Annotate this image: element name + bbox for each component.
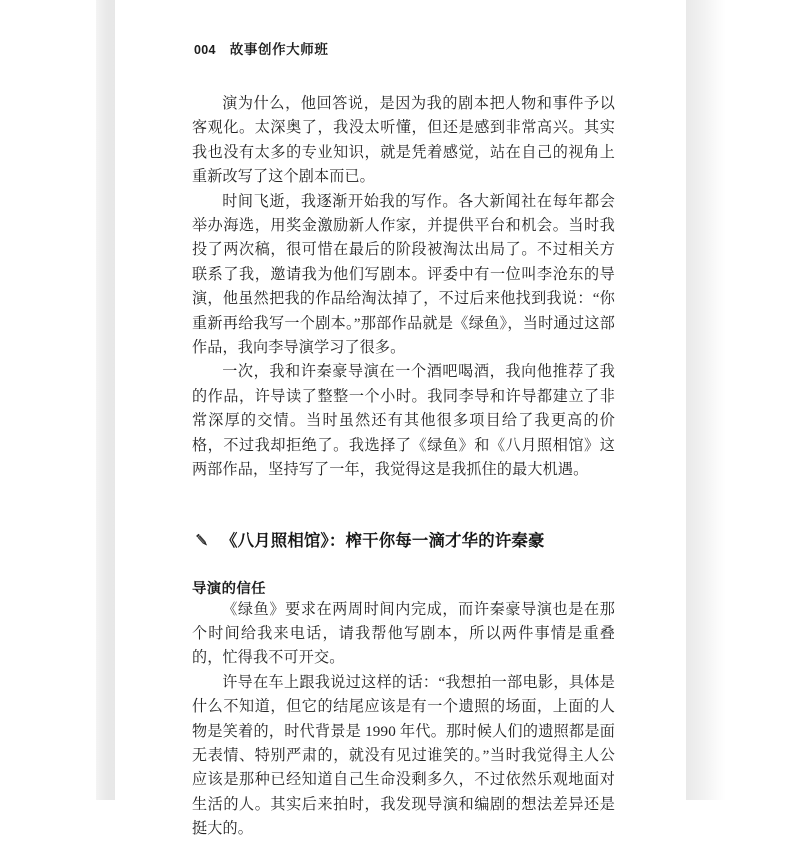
section-heading-text: 《八月照相馆》：榨干你每一滴才华的许秦豪 <box>221 531 545 550</box>
page-binding-shadow-left <box>96 0 115 800</box>
text-column <box>192 92 615 842</box>
body-paragraph: 时间飞逝，我逐渐开始我的写作。各大新闻社在每年都会举办海选，用奖金激励新人作家，并提供平台和机会。当时我投了两次稿，很可惜在最后的阶段被淘汰出局了。不过相关方联系了我，邀请我为他们写剧本。评委中有一位叫李沧东的导演，他虽然把我的作品给淘汰掉了，不过后来他找到我说：“你重新再给我写一个剧本。”那部作品就是《绿鱼》，当时通过这部作品，我向李导演学习了很多。 <box>192 193 615 357</box>
running-head-title: 故事创作大师班 <box>229 42 329 57</box>
subsection-heading: 导演的信任 <box>192 580 266 597</box>
pencil-icon <box>192 530 212 550</box>
page-number: 004 <box>194 43 216 57</box>
section-heading <box>192 527 615 551</box>
body-paragraph: 许导在车上跟我说过这样的话：“我想拍一部电影，具体是什么不知道，但它的结尾应该是有一个遗照的场面，上面的人物是笑着的，时代背景是 1990 年代。那时候人们的遗照都是面无表情、特别严肃的，就没有见过谁笑的。”当时我觉得主人公应该是那种已经知道自己生命没剩多久，不过依然乐观地面对生活的人。其实后来拍时，我发现导演和编剧的想法差异还是挺大的。 <box>192 674 615 838</box>
body-paragraph: 演为什么，他回答说，是因为我的剧本把人物和事件予以客观化。太深奥了，我没太听懂，但还是感到非常高兴。其实我也没有太多的专业知识，就是凭着感觉，站在自己的视角上重新改写了这个剧本而已。 <box>192 96 615 186</box>
running-head <box>194 38 328 58</box>
book-page-sheet <box>115 0 686 838</box>
body-paragraph: 一次，我和许秦豪导演在一个酒吧喝酒，我向他推荐了我的作品，许导读了整整一个小时。我同李导和许导都建立了非常深厚的交情。当时虽然还有其他很多项目给了我更高的价格，不过我却拒绝了。我选择了《绿鱼》和《八月照相馆》这两部作品，坚持写了一年，我觉得这是我抓住的最大机遇。 <box>192 364 615 479</box>
body-paragraph: 《绿鱼》要求在两周时间内完成，而许秦豪导演也是在那个时间给我来电话，请我帮他写剧本，所以两件事情是重叠的，忙得我不可开交。 <box>192 601 615 667</box>
page-edge-shadow-right <box>686 0 726 800</box>
